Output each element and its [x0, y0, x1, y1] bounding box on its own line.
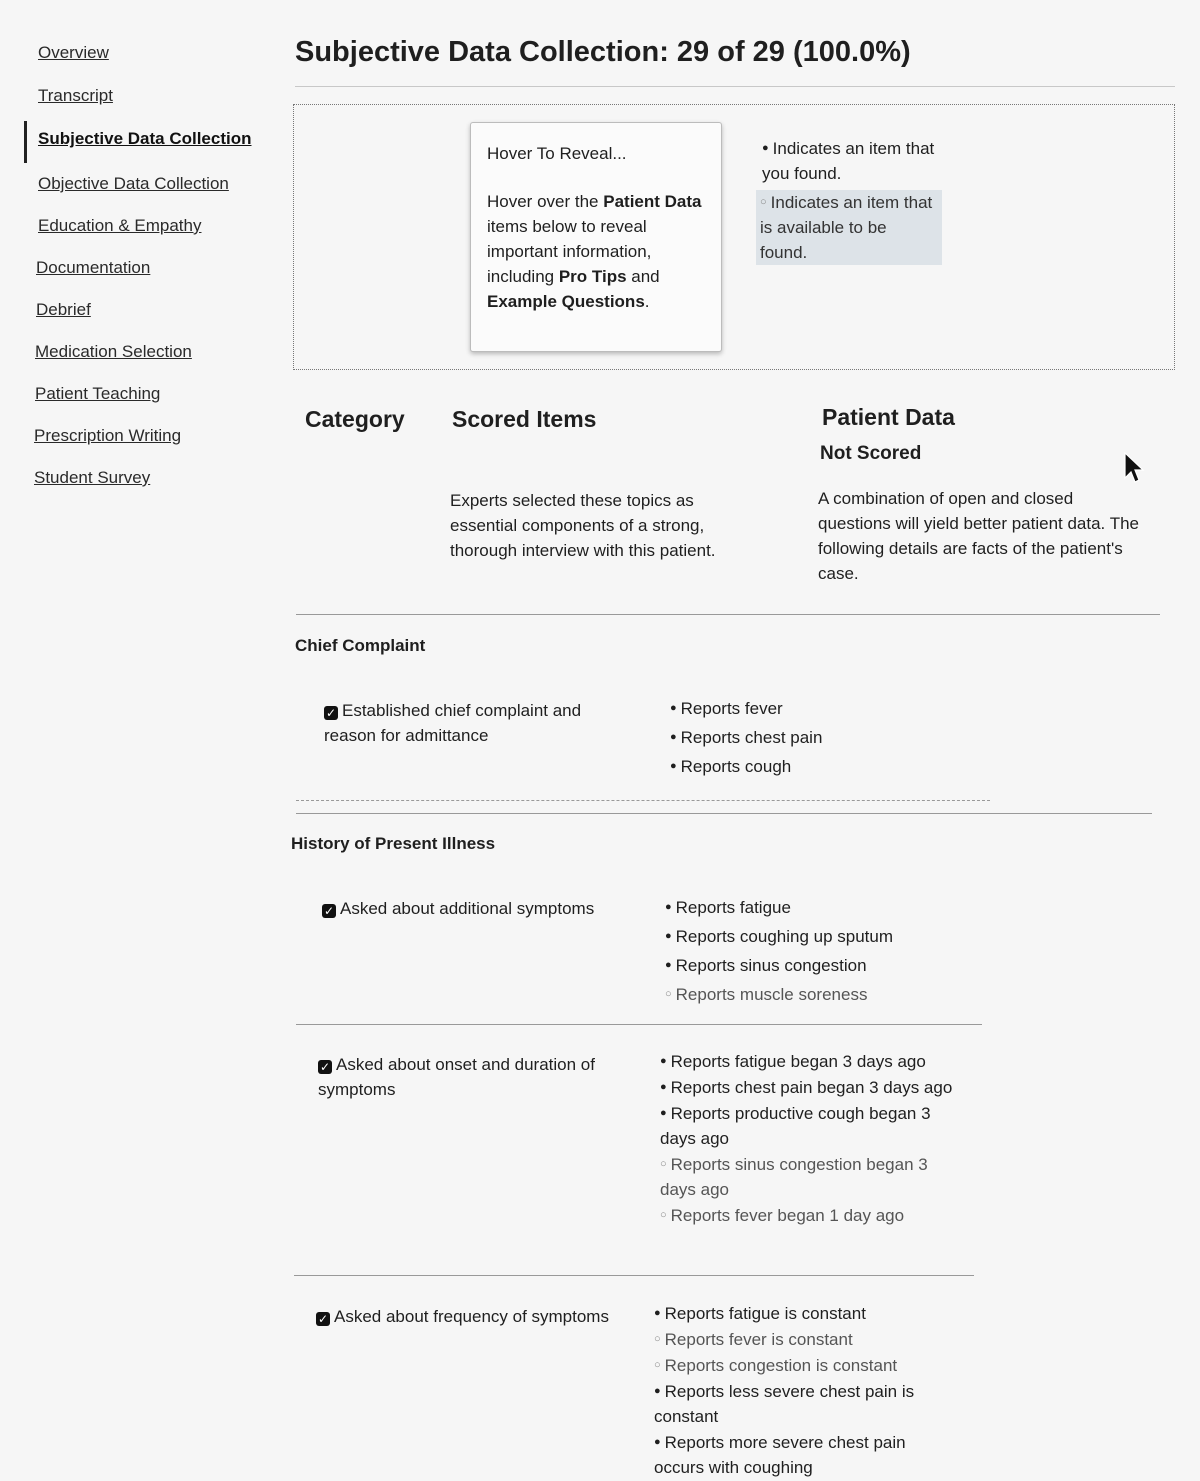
item-divider [294, 1275, 974, 1276]
patient-data-item[interactable]: ● Reports more severe chest pain occurs with coughing [654, 1433, 906, 1477]
sidebar-item-subjective-data-collection[interactable]: Subjective Data Collection [38, 129, 252, 148]
sidebar-item-education-empathy[interactable]: Education & Empathy [38, 216, 202, 235]
hollow-dot-icon: ○ [654, 1359, 661, 1371]
sidebar-item-overview[interactable]: Overview [38, 43, 109, 62]
section-divider [296, 614, 1160, 615]
hollow-dot-icon: ○ [665, 988, 672, 1000]
filled-dot-icon: ● [654, 1307, 661, 1319]
sidebar-item-debrief[interactable]: Debrief [36, 300, 91, 319]
filled-dot-icon: ● [665, 930, 672, 942]
patient-data-list [670, 694, 970, 781]
scored-items-description: Experts selected these topics as essential components of a strong, thorough interview with this patient. [450, 491, 716, 560]
filled-dot-icon: ● [670, 760, 677, 772]
filled-dot-icon: ● [762, 142, 769, 154]
hollow-dot-icon: ○ [654, 1333, 661, 1345]
filled-dot-icon: ● [665, 901, 672, 913]
sidebar-item-student-survey[interactable]: Student Survey [34, 468, 151, 487]
patient-data-item[interactable]: ○ Reports muscle soreness [665, 985, 868, 1004]
hover-card-text: Hover over the Patient Data items below to reveal important information, including Pro Tips and Example Questions. [487, 192, 702, 311]
hollow-dot-icon: ○ [760, 196, 767, 208]
filled-dot-icon: ● [670, 702, 677, 714]
filled-dot-icon: ● [654, 1385, 661, 1397]
scored-item: ✓ Asked about additional symptoms [323, 899, 595, 918]
patient-data-list [660, 1049, 960, 1229]
sidebar-item-objective-data-collection[interactable]: Objective Data Collection [38, 174, 229, 193]
filled-dot-icon: ● [660, 1081, 667, 1093]
patient-data-item[interactable]: ● Reports productive cough began 3 days ago [660, 1104, 931, 1148]
patient-data-list [654, 1301, 954, 1481]
patient-data-item[interactable]: ● Reports chest pain [670, 728, 823, 747]
sidebar-item-documentation[interactable]: Documentation [36, 258, 151, 277]
hollow-dot-icon: ○ [660, 1209, 667, 1221]
title-divider [295, 86, 1175, 87]
patient-data-item[interactable]: ● Reports fatigue [665, 898, 791, 917]
hollow-dot-icon: ○ [660, 1158, 667, 1170]
mouse-cursor-icon [1123, 452, 1145, 486]
item-divider [296, 800, 990, 801]
patient-data-item[interactable]: ● Reports less severe chest pain is constant [654, 1382, 915, 1426]
page-title: Subjective Data Collection: 29 of 29 (100.0%) [295, 36, 911, 68]
patient-data-item[interactable]: ● Reports fever [670, 699, 783, 718]
patient-data-item[interactable]: ● Reports fatigue began 3 days ago [660, 1052, 926, 1071]
item-divider [296, 1024, 982, 1025]
patient-data-item[interactable]: ● Reports cough [670, 757, 792, 776]
legend-found: ● Indicates an item that you found. [762, 139, 935, 183]
patient-data-item[interactable]: ○ Reports sinus congestion began 3 days ago [660, 1155, 928, 1199]
filled-dot-icon: ● [660, 1107, 667, 1119]
patient-data-item[interactable]: ○ Reports fever is constant [654, 1330, 853, 1349]
scored-item: ✓ Established chief complaint and reason for admittance [324, 701, 582, 745]
sidebar-item-medication-selection[interactable]: Medication Selection [35, 342, 192, 361]
patient-data-list [665, 893, 965, 1009]
patient-data-item[interactable]: ○ Reports fever began 1 day ago [660, 1206, 905, 1225]
scored-item: ✓ Asked about onset and duration of symptoms [318, 1055, 595, 1099]
filled-dot-icon: ● [665, 959, 672, 971]
patient-data-item[interactable]: ● Reports fatigue is constant [654, 1304, 866, 1323]
filled-dot-icon: ● [670, 731, 677, 743]
column-header-patient-data: Patient Data [822, 404, 955, 430]
category-title: History of Present Illness [291, 834, 496, 853]
column-header-scored-items: Scored Items [452, 406, 597, 432]
not-scored-label: Not Scored [820, 443, 922, 464]
patient-data-item[interactable]: ● Reports chest pain began 3 days ago [660, 1078, 953, 1097]
patient-data-item[interactable]: ○ Reports congestion is constant [654, 1356, 898, 1375]
checkbox-checked-icon: ✓ [317, 1312, 329, 1326]
sidebar-item-prescription-writing[interactable]: Prescription Writing [34, 426, 182, 445]
scored-item: ✓ Asked about frequency of symptoms [317, 1307, 609, 1326]
patient-data-item[interactable]: ● Reports coughing up sputum [665, 927, 894, 946]
section-divider [296, 813, 1152, 814]
filled-dot-icon: ● [654, 1436, 661, 1448]
patient-data-item[interactable]: ● Reports sinus congestion [665, 956, 867, 975]
hover-card-title: Hover To Reveal... [487, 144, 627, 163]
checkbox-checked-icon: ✓ [319, 1060, 331, 1074]
active-indicator [24, 121, 27, 163]
checkbox-checked-icon: ✓ [323, 904, 335, 918]
legend-available: ○ Indicates an item that is available to be found. [756, 190, 942, 265]
filled-dot-icon: ● [660, 1055, 667, 1067]
patient-data-description: A combination of open and closed questions will yield better patient data. The following details are facts of the patient's case. [818, 489, 1139, 583]
sidebar-item-patient-teaching[interactable]: Patient Teaching [35, 384, 161, 403]
category-title: Chief Complaint [295, 636, 426, 655]
sidebar-item-transcript[interactable]: Transcript [38, 86, 113, 105]
checkbox-checked-icon: ✓ [325, 706, 337, 720]
column-header-category: Category [305, 406, 405, 432]
legend-box [293, 104, 1175, 370]
hover-reveal-card[interactable] [470, 122, 722, 352]
